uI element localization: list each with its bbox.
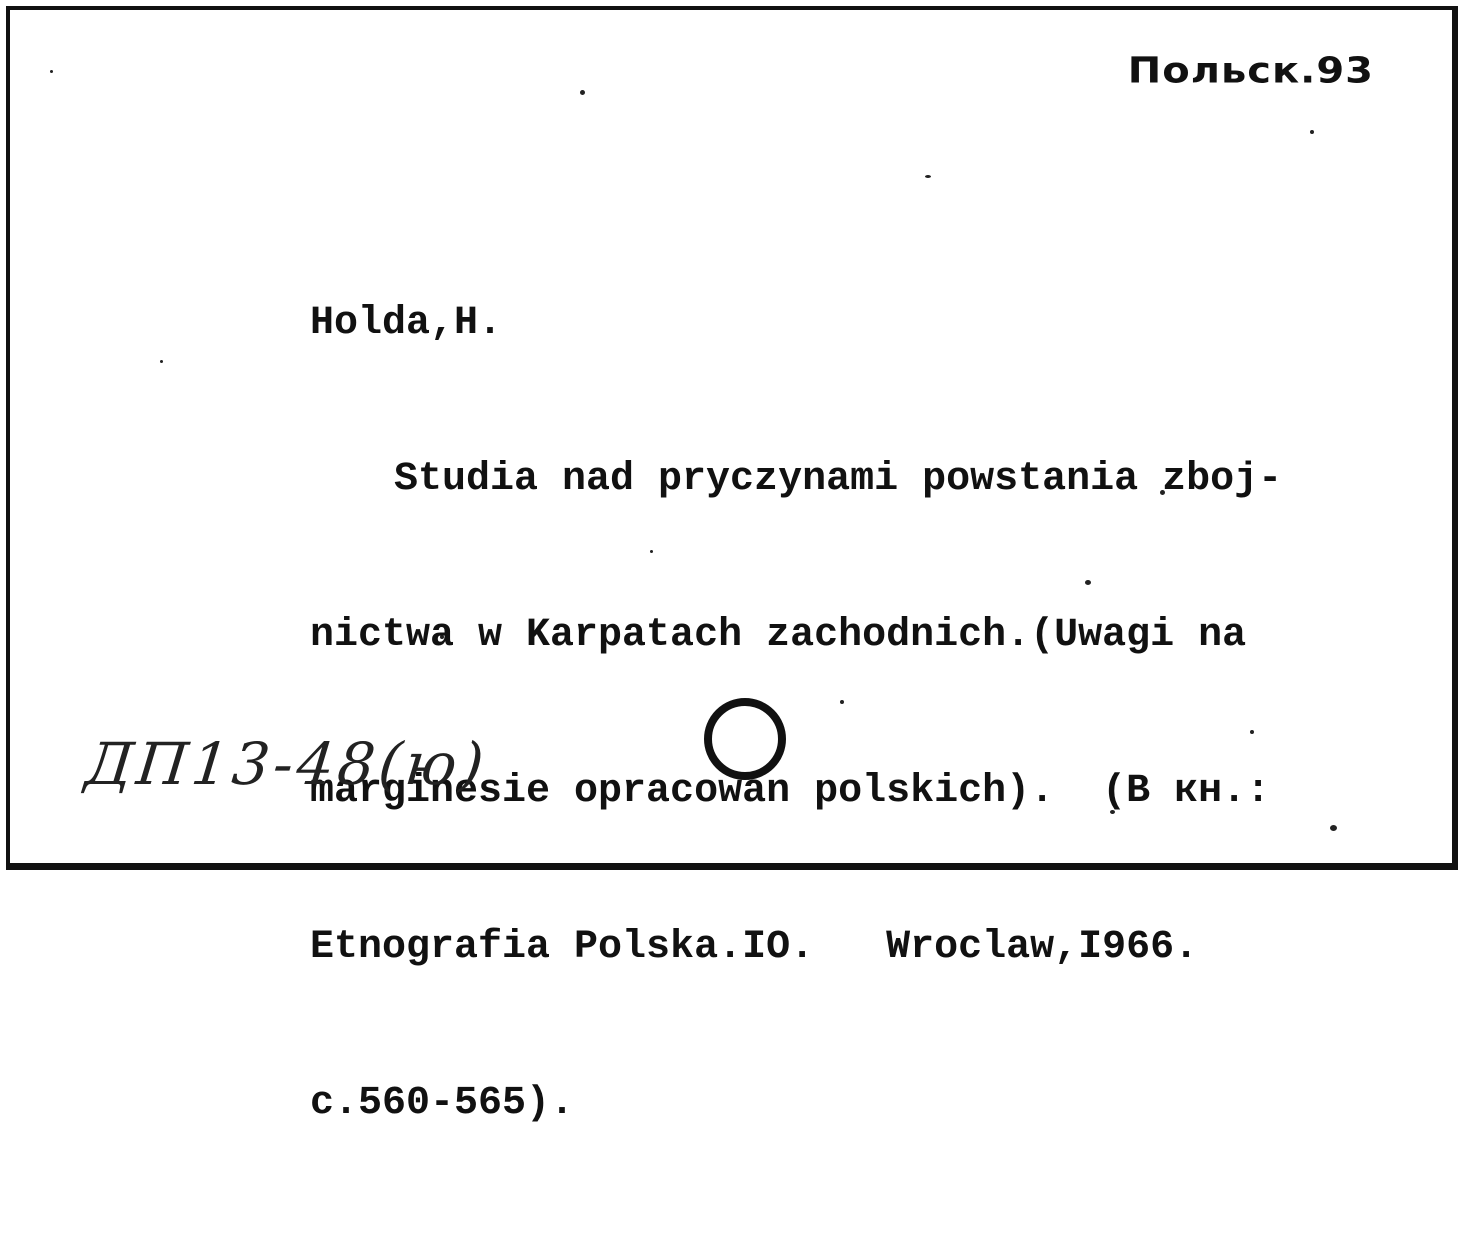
punch-hole [704,698,786,780]
entry-pages-line: c.560-565). [310,1081,575,1126]
entry-title-line: Studia nad pryczynami powstania zboj- [394,457,1283,502]
entry-title-line: nictwa w Karpatach zachodnich.(Uwagi na [310,613,1247,658]
speck [1310,130,1314,134]
entry-author: Holda,H. [310,301,503,346]
bibliographic-entry [310,194,1420,1234]
entry-title-line: marginesie opracowan polskich). (B кн.: [310,769,1271,814]
speck [50,70,53,73]
shelf-mark: Польск.93 [1127,50,1374,92]
handwritten-call-number: ДП13-48(ю) [82,730,491,798]
speck [925,175,931,178]
catalog-card [6,6,1458,1126]
entry-source-line: Etnografia Polska.IO. Wroclaw,I966. [310,925,1199,970]
speck [160,360,163,363]
speck [580,90,585,95]
